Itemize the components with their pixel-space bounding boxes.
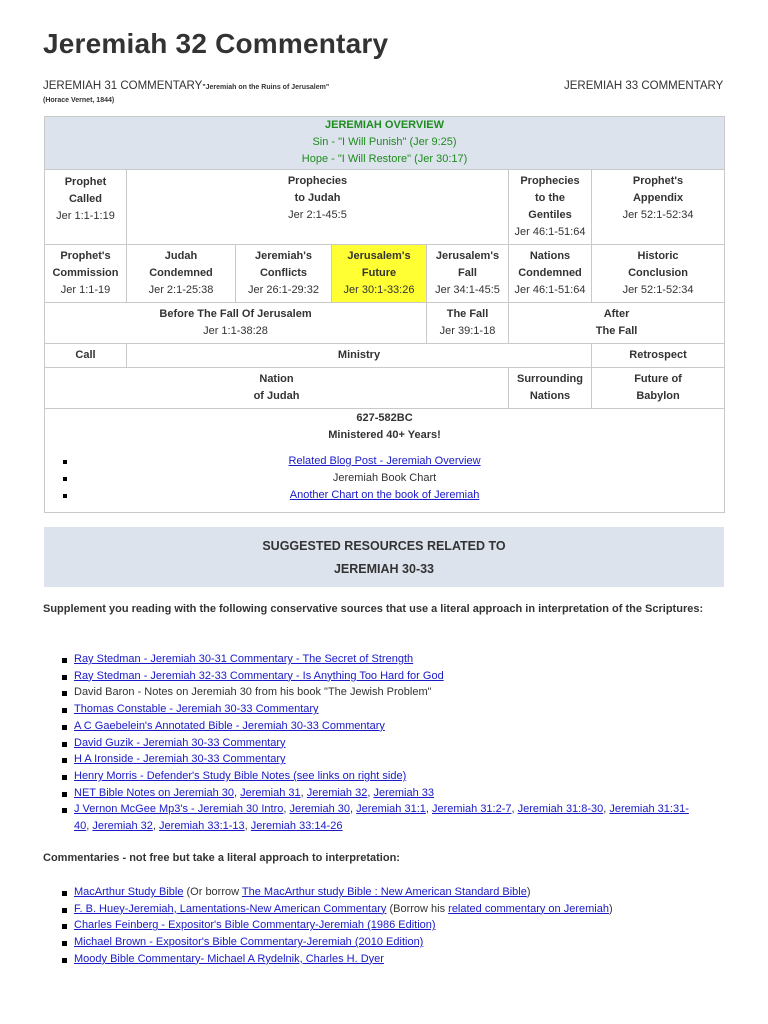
mcgee-mp3-link[interactable]: Jeremiah 31:8-30 bbox=[517, 803, 604, 816]
list-item bbox=[62, 768, 727, 785]
prev-chapter-link[interactable]: JEREMIAH 31 COMMENTARY bbox=[43, 80, 203, 92]
mcgee-mp3-link[interactable]: 40 bbox=[74, 820, 87, 833]
list-item bbox=[62, 917, 727, 934]
bullet-icon bbox=[63, 477, 67, 481]
net-notes-link[interactable]: Jeremiah 32 bbox=[306, 786, 368, 799]
overview-heading: JEREMIAH OVERVIEW bbox=[325, 119, 445, 131]
cell-nations-condemned: Nations Condemned Jer 46:1-51:64 bbox=[509, 245, 592, 303]
bullet-icon bbox=[62, 891, 67, 896]
cell-nation-of-judah: Nation of Judah bbox=[45, 368, 509, 409]
cell-prophets-commission: Prophet's Commission Jer 1:1-19 bbox=[45, 245, 127, 303]
bullet-icon bbox=[62, 708, 67, 713]
cell-call: Call bbox=[45, 344, 127, 368]
resources-list bbox=[62, 651, 727, 835]
commentaries-heading: Commentaries - not free but take a literal approach to interpretation: bbox=[43, 852, 400, 864]
resource-link[interactable]: Ray Stedman - Jeremiah 30-31 Commentary - The Secret of Strength bbox=[74, 653, 414, 665]
overview-footer bbox=[45, 409, 725, 513]
suggested-resources-banner bbox=[44, 527, 724, 587]
cell-jerusalems-future-highlight: Jerusalem's Future Jer 30:1-33:26 bbox=[332, 245, 427, 303]
net-notes-link[interactable]: Jeremiah 33 bbox=[373, 786, 435, 799]
resources-intro: Supplement you reading with the following conservative sources that use a literal approach in interpretation of the Scriptures: bbox=[43, 603, 704, 615]
overview-sin-line: Sin - "I Will Punish" (Jer 9:25) bbox=[312, 136, 457, 148]
resources-subheading: JEREMIAH 30-33 bbox=[333, 562, 435, 576]
commentary-link[interactable]: F. B. Huey-Jeremiah, Lamentations-New American Commentary bbox=[74, 902, 387, 915]
bullet-icon bbox=[63, 460, 67, 464]
commentary-link[interactable]: Moody Bible Commentary- Michael A Rydelnik, Charles H. Dyer bbox=[74, 952, 384, 965]
commentary-link[interactable]: Michael Brown - Expositor's Bible Commentary-Jeremiah (2010 Edition) bbox=[74, 936, 424, 949]
commentary-note: ) bbox=[608, 902, 613, 915]
mcgee-mp3-link[interactable]: Jeremiah 31:2-7 bbox=[432, 803, 512, 816]
bullet-icon bbox=[62, 658, 67, 663]
commentary-note: (Borrow his bbox=[389, 902, 449, 915]
cell-ministry: Ministry bbox=[127, 344, 592, 368]
jeremiah-overview-table bbox=[44, 116, 725, 513]
list-item: J Vernon McGee Mp3's - Jeremiah 30 Intro, Jeremiah 30, Jeremiah 31:1, Jeremiah 31:2-7, Jeremiah 31:8-30, Jeremiah 31:31- 40, Jeremiah 32, Jeremiah 33:1-13, Jeremiah 33:14-26 bbox=[62, 801, 727, 834]
bullet-icon bbox=[62, 941, 67, 946]
cell-prophet-called: Prophet Called Jer 1:1-1:19 bbox=[45, 170, 127, 245]
bullet-icon bbox=[62, 924, 67, 929]
cell-prophecies-to-judah: Prophecies to Judah Jer 2:1-45:5 bbox=[127, 170, 509, 245]
cell-jerusalems-fall: Jerusalem's Fall Jer 34:1-45:5 bbox=[427, 245, 509, 303]
bullet-icon bbox=[62, 675, 67, 680]
list-item: NET Bible Notes on Jeremiah 30, Jeremiah 31, Jeremiah 32, Jeremiah 33 bbox=[62, 785, 727, 802]
list-item bbox=[62, 701, 727, 718]
commentary-note: ) bbox=[526, 886, 531, 898]
bullet-icon bbox=[62, 958, 67, 963]
bullet-icon bbox=[62, 908, 67, 913]
book-chart-text: Jeremiah Book Chart bbox=[332, 472, 437, 484]
mcgee-mp3-link[interactable]: Jeremiah 30 bbox=[289, 803, 351, 816]
ministry-dates: 627-582BC bbox=[356, 412, 413, 424]
mcgee-mp3-link[interactable]: Jeremiah 33:1-13 bbox=[159, 820, 245, 833]
resource-link[interactable]: Thomas Constable - Jeremiah 30-33 Commentary bbox=[74, 703, 319, 716]
bullet-icon bbox=[62, 775, 67, 780]
cell-future-of-babylon: Future of Babylon bbox=[592, 368, 725, 409]
resource-link[interactable]: H A Ironside - Jeremiah 30-33 Commentary bbox=[74, 753, 286, 766]
list-item bbox=[62, 651, 727, 668]
list-item bbox=[45, 453, 724, 470]
cell-surrounding-nations: Surrounding Nations bbox=[509, 368, 592, 409]
commentary-link[interactable]: MacArthur Study Bible bbox=[74, 886, 184, 898]
resource-link[interactable]: Henry Morris - Defender's Study Bible Notes (see links on right side) bbox=[74, 769, 407, 782]
list-item bbox=[62, 951, 727, 968]
overview-header bbox=[45, 117, 725, 170]
mcgee-mp3-link[interactable]: J Vernon McGee Mp3's - Jeremiah 30 Intro bbox=[74, 803, 284, 816]
list-item bbox=[45, 487, 724, 504]
cell-prophecies-to-gentiles: Prophecies to the Gentiles Jer 46:1-51:64 bbox=[509, 170, 592, 245]
bullet-icon bbox=[62, 792, 67, 797]
net-notes-link[interactable]: NET Bible Notes on Jeremiah 30 bbox=[74, 786, 234, 799]
commentary-link[interactable]: Charles Feinberg - Expositor's Bible Commentary-Jeremiah (1986 Edition) bbox=[74, 919, 436, 932]
cell-judah-condemned: Judah Condemned Jer 2:1-25:38 bbox=[127, 245, 236, 303]
another-chart-link[interactable]: Another Chart on the book of Jeremiah bbox=[289, 489, 480, 501]
image-credit: (Horace Vernet, 1844) bbox=[43, 97, 115, 104]
bullet-icon bbox=[62, 725, 67, 730]
list-item bbox=[62, 901, 727, 918]
cell-prophets-appendix: Prophet's Appendix Jer 52:1-52:34 bbox=[592, 170, 725, 245]
cell-before-the-fall: Before The Fall Of Jerusalem Jer 1:1-38:28 bbox=[45, 303, 427, 344]
cell-retrospect: Retrospect bbox=[592, 344, 725, 368]
commentary-link[interactable]: The MacArthur study Bible : New American Standard Bible bbox=[241, 886, 527, 898]
list-item bbox=[62, 884, 727, 901]
commentary-link[interactable]: related commentary on Jeremiah bbox=[448, 902, 609, 915]
image-caption: "Jeremiah on the Ruins of Jerusalem" bbox=[202, 84, 330, 91]
list-item bbox=[62, 934, 727, 951]
page-title: Jeremiah 32 Commentary bbox=[43, 28, 389, 59]
mcgee-mp3-link[interactable]: Jeremiah 32 bbox=[92, 820, 153, 833]
bullet-icon bbox=[63, 494, 67, 498]
overview-links bbox=[45, 453, 724, 512]
list-item bbox=[45, 470, 724, 487]
overview-hope-line: Hope - "I Will Restore" (Jer 30:17) bbox=[301, 153, 468, 165]
ministry-years: Ministered 40+ Years! bbox=[328, 429, 441, 441]
nav-previous-chapter bbox=[43, 80, 329, 92]
resource-link[interactable]: Ray Stedman - Jeremiah 32-33 Commentary - Is Anything Too Hard for God bbox=[74, 669, 444, 682]
cell-after-the-fall: After The Fall bbox=[509, 303, 725, 344]
cell-jeremiahs-conflicts: Jeremiah's Conflicts Jer 26:1-29:32 bbox=[236, 245, 332, 303]
list-item bbox=[62, 735, 727, 752]
resource-link[interactable]: A C Gaebelein's Annotated Bible - Jeremiah 30-33 Commentary bbox=[74, 719, 385, 732]
net-notes-link[interactable]: Jeremiah 31 bbox=[240, 786, 301, 799]
mcgee-mp3-link[interactable]: Jeremiah 31:1 bbox=[356, 803, 426, 816]
resource-link[interactable]: David Guzik - Jeremiah 30-33 Commentary bbox=[74, 736, 286, 749]
bullet-icon bbox=[62, 808, 67, 813]
list-item bbox=[62, 684, 727, 701]
mcgee-mp3-link[interactable]: Jeremiah 33:14-26 bbox=[250, 820, 343, 833]
list-item bbox=[62, 751, 727, 768]
next-chapter-link[interactable]: JEREMIAH 33 COMMENTARY bbox=[564, 80, 724, 92]
cell-the-fall: The Fall Jer 39:1-18 bbox=[427, 303, 509, 344]
mcgee-mp3-link[interactable]: Jeremiah 31:31- bbox=[609, 803, 689, 816]
bullet-icon bbox=[62, 758, 67, 763]
resource-text: David Baron - Notes on Jeremiah 30 from his book "The Jewish Problem" bbox=[74, 686, 432, 699]
cell-historic-conclusion: Historic Conclusion Jer 52:1-52:34 bbox=[592, 245, 725, 303]
related-blog-post-link[interactable]: Related Blog Post - Jeremiah Overview bbox=[288, 455, 481, 467]
list-item bbox=[62, 668, 727, 685]
list-item bbox=[62, 718, 727, 735]
bullet-icon bbox=[62, 742, 67, 747]
commentaries-list bbox=[62, 884, 727, 968]
commentary-note: (Or borrow bbox=[186, 886, 242, 898]
bullet-icon bbox=[62, 691, 67, 696]
resources-heading: SUGGESTED RESOURCES RELATED TO bbox=[262, 539, 506, 553]
